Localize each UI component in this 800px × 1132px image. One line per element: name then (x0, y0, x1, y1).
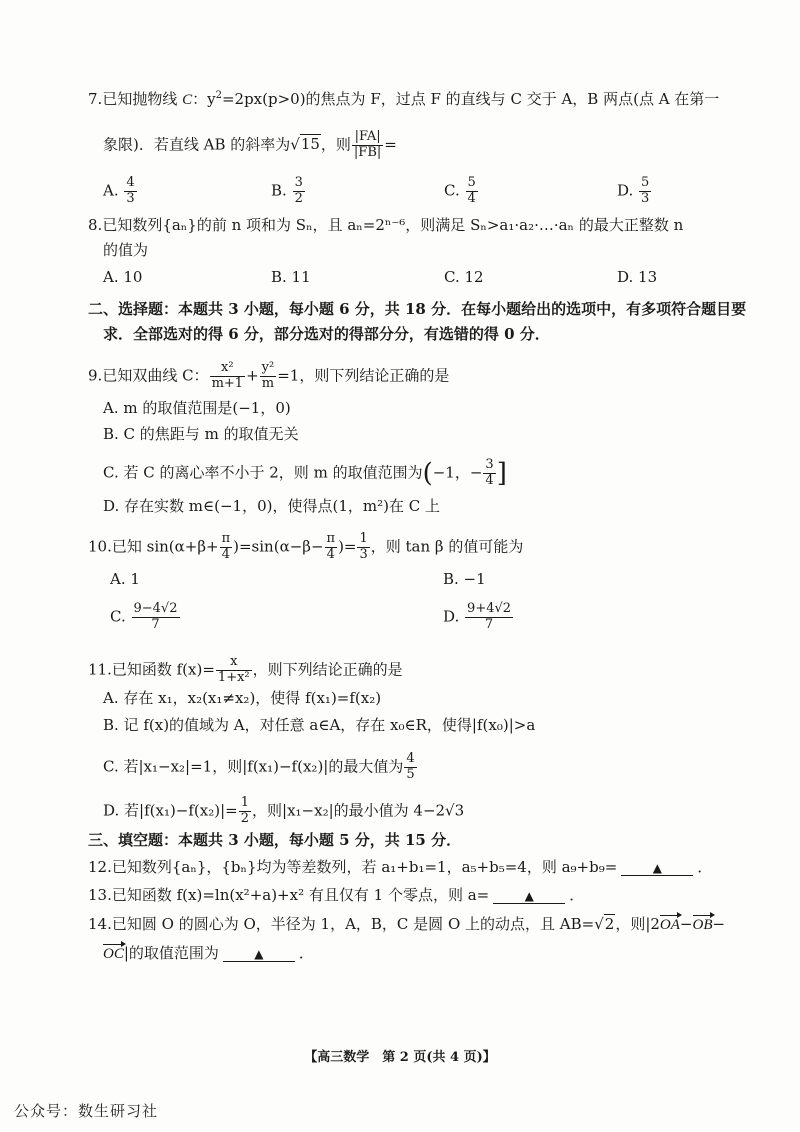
question-number: 13. (88, 886, 112, 904)
question-number: 7. (88, 90, 103, 108)
fraction-denominator: 4 (467, 190, 476, 206)
option-text: ，则|x₁−x₂|的最小值为 4−2√3 (252, 801, 465, 820)
fraction-denominator: |FB| (353, 144, 382, 160)
option-text: −1，− (432, 463, 483, 482)
question-text: 已知抛物线 (102, 90, 183, 108)
question-text: |的取值范围为 (123, 944, 219, 962)
question-text: ：y (192, 90, 216, 108)
q11-option-d (103, 796, 464, 827)
fraction-denominator: 5 (406, 766, 415, 782)
bracket: ( (422, 458, 433, 489)
question-text: =2px(p>0)的焦点为 F，过点 F 的直线与 C 交于 A，B 两点(点 A 在第一 (221, 90, 720, 108)
q7-option-b (271, 176, 306, 207)
question-text: ，则|2 (615, 915, 660, 933)
fraction-denominator: 2 (294, 190, 303, 206)
question-8 (88, 218, 683, 233)
option-label: A. (103, 181, 119, 200)
fraction-numerator: π (326, 531, 336, 546)
q9-option-d: D. 存在实数 m∈(−1，0)，使得点(1，m²)在 C 上 (103, 497, 440, 515)
punctuation: ． (298, 944, 314, 962)
fraction-numerator: 4 (406, 751, 415, 766)
fraction-numerator: x² (210, 361, 246, 377)
question-number: 10. (88, 537, 112, 556)
question-number: 8. (88, 216, 103, 234)
q10-option-a: A. 1 (110, 570, 140, 588)
fraction-numerator: |FA| (352, 130, 383, 146)
fraction-numerator: 1 (359, 531, 368, 546)
question-text: )=sin (233, 537, 274, 556)
section-2-heading: 二、选择题：本题共 3 小题，每小题 6 分，共 18 分．在每小题给出的选项中，有多项符合题目要 (88, 300, 747, 318)
bracket: ] (496, 458, 507, 489)
question-number: 12. (88, 858, 112, 876)
q9-option-b: B. C 的焦距与 m 的取值无关 (103, 425, 299, 443)
question-13 (88, 888, 584, 904)
answer-blank[interactable] (621, 860, 693, 876)
question-9 (88, 361, 449, 392)
question-8-line-2: 的值为 (103, 241, 149, 259)
q11-option-a: A. 存在 x₁，x₂(x₁≠x₂)，使得 f(x₁)=f(x₂) (103, 689, 382, 707)
question-text: ，则下列结论正确的是 (252, 660, 403, 679)
curve-name: C (182, 92, 193, 108)
fraction-denominator: 3 (359, 546, 368, 562)
q9-option-a: A. m 的取值范围是(−1，0) (103, 399, 291, 417)
question-text: (α−β− (273, 537, 324, 556)
question-12 (88, 860, 712, 876)
question-7: 7.已知抛物线 C：$y^2=2px(p>0)$的焦点为 F，过点 F 的直线与 C 交于 A，B 两点(点 A 在第一 (88, 90, 720, 108)
fraction-denominator: m (261, 375, 275, 391)
fraction-denominator: m+1 (211, 375, 244, 391)
q8-option-d: D. 13 (617, 268, 658, 286)
operator: + (246, 366, 259, 385)
question-10 (88, 532, 523, 563)
question-text: 已知数列{aₙ}，{bₙ}均为等差数列，若 a₁+b₁=1，a₅+b₅=4，则 a₉+b₉= (111, 858, 618, 876)
fraction-numerator: π (221, 531, 231, 546)
operator: − (712, 915, 726, 933)
question-text: 已知函数 f(x)=ln(x²+a)+x² 有且仅有 1 个零点，则 a= (111, 886, 490, 904)
fraction-denominator: 1+x² (217, 669, 250, 685)
punctuation: ． (697, 858, 713, 876)
fraction-denominator: 2 (240, 810, 250, 826)
fraction-numerator: 5 (467, 175, 476, 190)
fraction-numerator: 4 (126, 175, 135, 190)
question-text: 已知圆 O 的圆心为 O，半径为 1，A，B，C 是圆 O 上的动点，且 AB= (111, 915, 595, 933)
question-text: 已知 sin (111, 537, 169, 556)
option-label: C. (444, 181, 460, 200)
fraction-numerator: x (216, 655, 252, 671)
q8-option-c: C. 12 (444, 268, 484, 286)
vector-oa: OA (659, 917, 680, 933)
option-text: C. 若 C 的离心率不小于 2，则 m 的取值范围为 (103, 463, 423, 482)
punctuation: ． (569, 886, 585, 904)
vector-oc: OC (103, 946, 124, 962)
question-text: 已知函数 f(x)= (111, 660, 215, 679)
q11-option-b: B. 记 f(x)的值域为 A，对任意 a∈A，存在 x₀∈R，使得|f(x₀)|>a (103, 716, 536, 734)
fraction-numerator: 5 (641, 175, 650, 190)
sqrt-value: 2 (604, 915, 615, 933)
fraction (260, 361, 277, 392)
question-number: 11. (88, 660, 112, 679)
question-text: 已知双曲线 C： (102, 366, 209, 385)
question-text: ，则 (320, 135, 351, 154)
triangle-icon: ▲ (254, 947, 264, 961)
q10-option-b: B. −1 (443, 570, 486, 588)
fraction-numerator: 9−4√2 (133, 601, 178, 616)
question-14: 14.已知圆 O 的圆心为 O，半径为 1，A，B，C 是圆 O 上的动点，且 AB=√2，则|2OA−OB− (88, 915, 726, 933)
triangle-icon: ▲ (652, 861, 662, 875)
question-text: = (384, 135, 397, 154)
page-footer: 【高三数学 第 2 页(共 4 页)】 (304, 1050, 496, 1065)
question-text: =1，则下列结论正确的是 (277, 366, 450, 385)
question-text: 已知数列{aₙ}的前 n 项和为 Sₙ，且 aₙ=2ⁿ⁻⁶，则满足 Sₙ>a₁·a₂·…·aₙ 的最大正整数 n (102, 216, 684, 234)
fraction-denominator: 3 (126, 190, 135, 206)
fraction-numerator: 1 (240, 795, 250, 810)
fraction (210, 361, 246, 392)
q11-option-c (103, 752, 418, 783)
question-number: 14. (88, 915, 112, 933)
vector-ob: OB (692, 917, 713, 933)
q9-option-c (103, 458, 507, 489)
section-3-heading: 三、填空题：本题共 3 小题，每小题 5 分，共 15 分． (88, 831, 462, 849)
option-text: C. 若|x₁−x₂|=1，则|f(x₁)−f(x₂)|的最大值为 (103, 757, 404, 776)
question-text: 象限)．若直线 AB 的斜率为 (103, 135, 291, 154)
fraction-denominator: 4 (221, 546, 230, 562)
sqrt-value: 15 (300, 135, 320, 154)
ratio-fraction (352, 130, 383, 161)
question-text: )= (338, 537, 357, 556)
fraction (483, 458, 495, 489)
q7-option-a (103, 176, 138, 207)
fraction-denominator: 3 (641, 190, 650, 206)
fraction-numerator: y² (261, 360, 275, 375)
fraction-denominator: 4 (326, 546, 335, 562)
fraction-numerator: 9+4√2 (467, 601, 512, 616)
q10-option-d (443, 602, 514, 633)
fraction-numerator: 3 (294, 175, 303, 190)
question-11 (88, 655, 403, 686)
fraction-denominator: 4 (485, 472, 494, 488)
q8-option-a: A. 10 (103, 268, 143, 286)
option-label: D. (443, 607, 460, 626)
triangle-icon: ▲ (524, 889, 534, 903)
q10-option-c (110, 602, 181, 633)
answer-blank[interactable] (223, 946, 295, 962)
answer-blank[interactable] (493, 888, 565, 904)
option-text: D. 若|f(x₁)−f(x₂)|= (103, 801, 238, 820)
section-2-heading-line-2: 求．全部选对的得 6 分，部分选对的得部分分，有选错的得 0 分． (103, 325, 550, 343)
operator: − (679, 915, 693, 933)
question-text: ，则 tan β 的值可能为 (370, 537, 524, 556)
fraction-denominator: 7 (151, 616, 160, 632)
fraction-numerator: 3 (485, 457, 494, 472)
question-14-line-2 (103, 946, 314, 962)
q8-option-b: B. 11 (271, 268, 311, 286)
question-7-line-2: 象限)．若直线 AB 的斜率为√15，则 $\frac{|FA|}{|FB|}$ = (103, 129, 397, 160)
question-number: 9. (88, 366, 103, 385)
watermark: 公众号：数生研习社 (14, 1102, 159, 1120)
q7-option-d (617, 176, 652, 207)
q7-option-c (444, 176, 479, 207)
option-label: B. (271, 181, 287, 200)
question-text: (α+β+ (168, 537, 219, 556)
option-label: C. (110, 607, 126, 626)
fraction-denominator: 7 (484, 616, 494, 632)
option-label: D. (617, 181, 634, 200)
